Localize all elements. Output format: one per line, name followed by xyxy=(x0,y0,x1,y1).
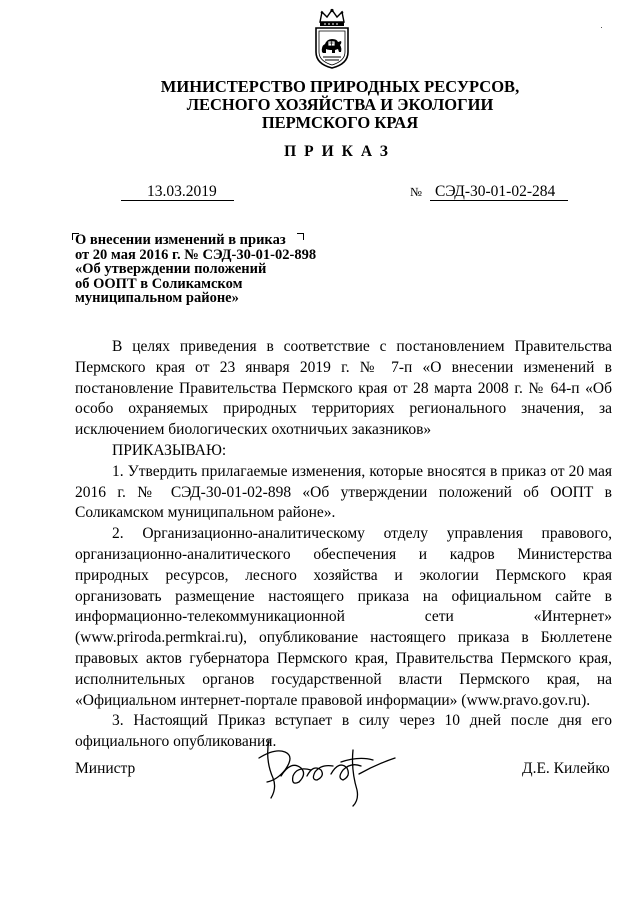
document-date xyxy=(121,183,234,202)
document-type-title: ПРИКАЗ xyxy=(284,143,396,160)
subject-line-2: от 20 мая 2016 г. № СЭД-30-01-02-898 xyxy=(75,246,317,263)
signatory-name: Д.Е. Килейко xyxy=(522,760,610,777)
order-item-3: 3. Настоящий Приказ вступает в силу через 10 дней после дня его официального опубликования. xyxy=(75,712,612,751)
subject-line-1: О внесении изменений в приказ xyxy=(75,232,286,248)
date-underline xyxy=(121,200,234,201)
subject-line-5: муниципальном районе» xyxy=(75,290,239,307)
order-item-1: 1. Утвердить прилагаемые изменения, которые вносятся в приказ от 20 мая 2016 г. № СЭД-30-01-02-898 «Об утверждении положений об ООПТ в Соликамском муниципальном районе». xyxy=(75,462,612,522)
subject-line-4: об ООПТ в Соликамском xyxy=(75,275,243,292)
ministry-line-2: ЛЕСНОГО ХОЗЯЙСТВА И ЭКОЛОГИИ xyxy=(186,95,494,114)
ministry-line-1: МИНИСТЕРСТВО ПРИРОДНЫХ РЕСУРСОВ, xyxy=(160,77,520,96)
order-item-2: 2. Организационно-аналитическому отделу управления правового, организационно-аналитического обеспечения и кадров Министерства природных ресурсов, лесного хозяйства и экологии Пермского края организовать размещение настоящего приказа на официальном сайте в информационно-телекоммуникационной сети «Интернет» (www.priroda.permkrai.ru), опубликование настоящего приказа в Бюллетене правовых актов губернатора Пермского края, Правительства Пермского края, исполнительных органов государственной власти Пермского края, на «Официальном интернет-портале правовой информации» (www.pravo.gov.ru). xyxy=(75,525,612,709)
subject-line-3: «Об утверждении положений xyxy=(75,261,267,278)
number-sign: № xyxy=(410,185,422,199)
document-number-value: СЭД-30-01-02-284 xyxy=(435,183,556,200)
document-body xyxy=(75,337,612,753)
document-subject xyxy=(75,233,335,306)
coat-of-arms-emblem-icon xyxy=(311,8,353,70)
handwritten-signature-icon xyxy=(255,730,405,810)
ministry-line-3: ПЕРМСКОГО КРАЯ xyxy=(261,113,419,132)
document-date-value: 13.03.2019 xyxy=(147,183,217,200)
document-number xyxy=(410,183,570,202)
preamble-paragraph: В целях приведения в соответствие с постановлением Правительства Пермского края от 23 января 2019 г. № 7-п «О внесении изменений в постановление Правительства Пермского края от 28 марта 2008 г. № 64-п «Об особо охраняемых природных территориях регионального значения, за исключением биологических охотничьих заказников» xyxy=(75,338,612,439)
scan-speck xyxy=(601,27,602,28)
order-word: ПРИКАЗЫВАЮ: xyxy=(112,441,227,459)
signatory-title: Министр xyxy=(75,760,136,777)
number-underline xyxy=(430,200,568,201)
ministry-header xyxy=(100,78,580,132)
